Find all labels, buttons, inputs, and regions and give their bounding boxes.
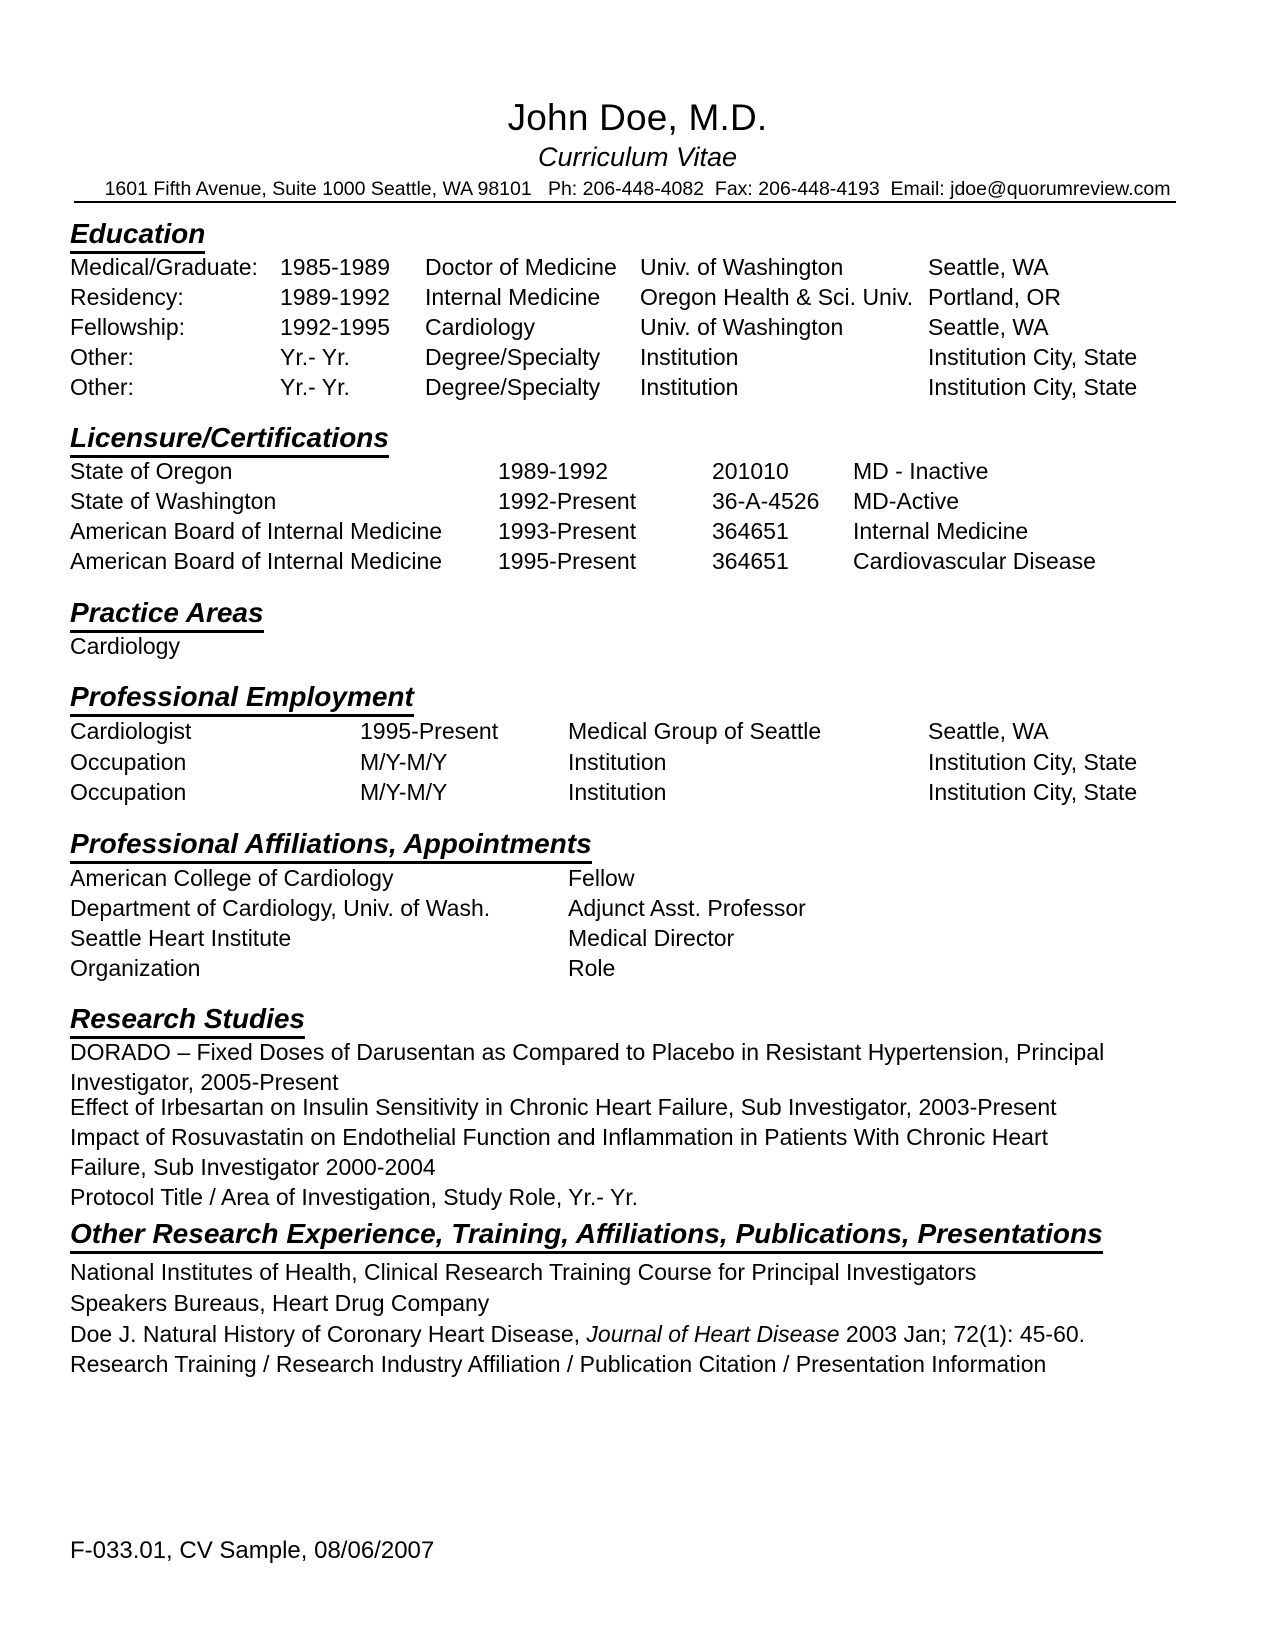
licensure-years: 1993-Present <box>498 518 637 544</box>
table-row <box>0 631 1275 661</box>
publication-citation <box>70 1319 1150 1349</box>
education-degree: Internal Medicine <box>425 284 601 310</box>
education-location: Portland, OR <box>928 284 1061 310</box>
licensure-type: MD - Inactive <box>853 458 989 484</box>
section-heading-research-studies-label: Research Studies <box>70 1003 305 1039</box>
other-research-entry: National Institutes of Health, Clinical Research Training Course for Principal Investigators <box>70 1259 977 1285</box>
employment-location: Institution City, State <box>928 779 1138 805</box>
licensure-type: Cardiovascular Disease <box>853 548 1096 574</box>
education-years: 1992-1995 <box>280 314 390 340</box>
employment-title: Occupation <box>70 749 187 775</box>
affiliation-organization: Department of Cardiology, Univ. of Wash. <box>70 895 491 921</box>
practice-area-name: Cardiology <box>70 633 180 659</box>
licensure-number: 364651 <box>712 518 789 544</box>
table-row <box>0 312 1275 342</box>
employment-years: M/Y-M/Y <box>360 779 448 805</box>
section-heading-employment <box>70 681 414 717</box>
employment-location: Institution City, State <box>928 749 1138 775</box>
licensure-years: 1989-1992 <box>498 458 608 484</box>
education-institution: Institution <box>640 344 739 370</box>
table-row <box>0 372 1275 402</box>
licensure-authority: State of Oregon <box>70 458 233 484</box>
education-label: Medical/Graduate: <box>70 254 258 280</box>
table-row <box>0 252 1275 282</box>
education-years: 1985-1989 <box>280 254 390 280</box>
education-institution: Institution <box>640 374 739 400</box>
table-row <box>0 456 1275 486</box>
education-location: Seattle, WA <box>928 314 1049 340</box>
citation-prefix: Doe J. Natural History of Coronary Heart Disease, <box>70 1321 587 1347</box>
other-research-entry: Speakers Bureaus, Heart Drug Company <box>70 1290 490 1316</box>
education-location: Seattle, WA <box>928 254 1049 280</box>
section-heading-education <box>70 218 205 254</box>
education-years: Yr.- Yr. <box>280 374 350 400</box>
education-location: Institution City, State <box>928 374 1138 400</box>
contact-info-line: 1601 Fifth Avenue, Suite 1000 Seattle, WA 98101 Ph: 206-448-4082 Fax: 206-448-4193 Email: jdoe@quorumreview.com <box>104 178 1171 200</box>
table-row <box>0 953 1275 983</box>
research-study-entry: Protocol Title / Area of Investigation, Study Role, Yr.- Yr. <box>70 1184 639 1210</box>
section-heading-practice-areas-label: Practice Areas <box>70 597 264 633</box>
table-row <box>0 863 1275 893</box>
employment-employer: Medical Group of Seattle <box>568 718 822 744</box>
section-heading-practice-areas <box>70 597 264 633</box>
section-heading-employment-label: Professional Employment <box>70 681 414 717</box>
employment-years: 1995-Present <box>360 718 499 744</box>
section-heading-research-studies <box>70 1003 305 1039</box>
employment-years: M/Y-M/Y <box>360 749 448 775</box>
table-row <box>0 777 1275 807</box>
affiliation-organization: American College of Cardiology <box>70 865 394 891</box>
licensure-type: MD-Active <box>853 488 960 514</box>
education-institution: Univ. of Washington <box>640 314 844 340</box>
section-heading-other-research <box>70 1218 1103 1254</box>
table-row <box>0 516 1275 546</box>
research-study-entry: Effect of Irbesartan on Insulin Sensitivity in Chronic Heart Failure, Sub Investigator, 2003-Present <box>70 1094 1057 1120</box>
education-label: Residency: <box>70 284 184 310</box>
employment-employer: Institution <box>568 749 667 775</box>
education-label: Other: <box>70 344 134 370</box>
employment-location: Seattle, WA <box>928 718 1049 744</box>
licensure-number: 201010 <box>712 458 789 484</box>
section-heading-other-research-label: Other Research Experience, Training, Affiliations, Publications, Presentations <box>70 1218 1103 1254</box>
employment-title: Occupation <box>70 779 187 805</box>
affiliation-organization: Organization <box>70 955 201 981</box>
citation-suffix: 2003 Jan; 72(1): 45-60. <box>839 1321 1086 1347</box>
section-heading-education-label: Education <box>70 218 205 254</box>
education-degree: Degree/Specialty <box>425 344 601 370</box>
table-row <box>0 282 1275 312</box>
education-label: Other: <box>70 374 134 400</box>
licensure-type: Internal Medicine <box>853 518 1029 544</box>
table-row <box>0 716 1275 746</box>
licensure-authority: American Board of Internal Medicine <box>70 548 443 574</box>
education-label: Fellowship: <box>70 314 186 340</box>
education-years: Yr.- Yr. <box>280 344 350 370</box>
table-row <box>0 546 1275 576</box>
table-row <box>0 923 1275 953</box>
table-row <box>0 893 1275 923</box>
licensure-years: 1992-Present <box>498 488 637 514</box>
research-study-entry: DORADO – Fixed Doses of Darusentan as Compared to Placebo in Resistant Hypertension, Principal Investigator, 2005-Present <box>70 1039 1105 1095</box>
education-institution: Oregon Health & Sci. Univ. <box>640 284 914 310</box>
education-institution: Univ. of Washington <box>640 254 844 280</box>
education-degree: Cardiology <box>425 314 535 340</box>
table-row <box>0 342 1275 372</box>
employment-title: Cardiologist <box>70 718 192 744</box>
affiliation-role: Medical Director <box>568 925 735 951</box>
licensure-authority: State of Washington <box>70 488 277 514</box>
page-title: John Doe, M.D. <box>507 97 768 138</box>
licensure-number: 364651 <box>712 548 789 574</box>
licensure-number: 36-A-4526 <box>712 488 820 514</box>
education-degree: Doctor of Medicine <box>425 254 617 280</box>
education-years: 1989-1992 <box>280 284 390 310</box>
affiliation-role: Adjunct Asst. Professor <box>568 895 806 921</box>
section-heading-licensure <box>70 422 389 458</box>
other-research-entry: Research Training / Research Industry Affiliation / Publication Citation / Presentation Information <box>70 1351 1047 1377</box>
affiliation-role: Fellow <box>568 865 635 891</box>
document-subtitle: Curriculum Vitae <box>537 142 738 172</box>
research-study-entry: Impact of Rosuvastatin on Endothelial Function and Inflammation in Patients With Chronic Heart Failure, Sub Investigator 2000-2004 <box>70 1124 1048 1180</box>
affiliation-role: Role <box>568 955 616 981</box>
licensure-years: 1995-Present <box>498 548 637 574</box>
section-heading-affiliations-label: Professional Affiliations, Appointments <box>70 828 592 864</box>
affiliation-organization: Seattle Heart Institute <box>70 925 292 951</box>
employment-employer: Institution <box>568 779 667 805</box>
header-divider <box>74 201 1176 203</box>
table-row <box>0 486 1275 516</box>
education-location: Institution City, State <box>928 344 1138 370</box>
education-degree: Degree/Specialty <box>425 374 601 400</box>
document-footer: F-033.01, CV Sample, 08/06/2007 <box>70 1537 435 1564</box>
table-row <box>0 747 1275 777</box>
section-heading-affiliations <box>70 828 592 864</box>
licensure-authority: American Board of Internal Medicine <box>70 518 443 544</box>
citation-journal-name: Journal of Heart Disease <box>586 1321 840 1347</box>
section-heading-licensure-label: Licensure/Certifications <box>70 422 389 458</box>
